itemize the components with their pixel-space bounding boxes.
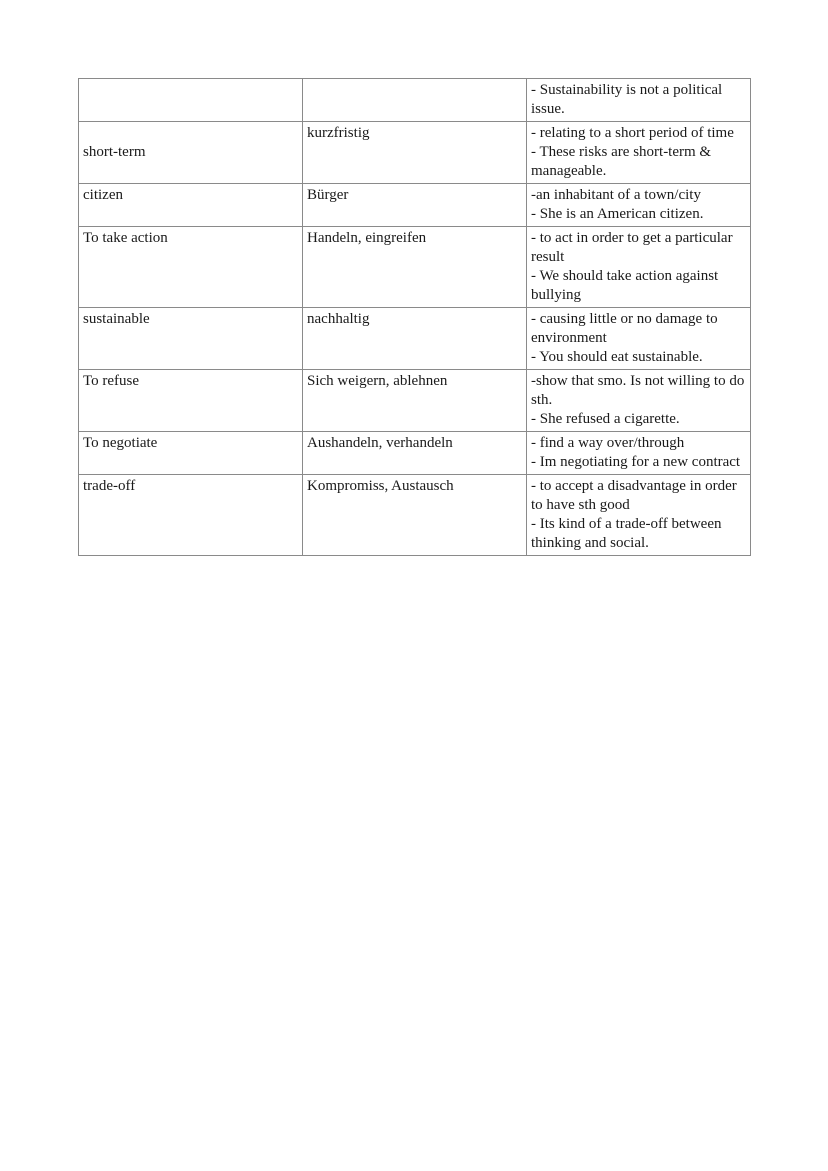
term-cell: To take action — [79, 227, 303, 308]
term-cell: To refuse — [79, 370, 303, 432]
term-cell: short-term — [79, 122, 303, 184]
table-row — [79, 122, 751, 184]
term-cell: citizen — [79, 184, 303, 227]
table-row — [79, 79, 751, 122]
definition-line: - She refused a cigarette. — [531, 411, 680, 427]
definition-line: - find a way over/through — [531, 435, 685, 451]
table-row — [79, 184, 751, 227]
definition-line: - relating to a short period of time — [531, 125, 734, 141]
translation-cell: nachhaltig — [303, 308, 527, 370]
definition-cell — [527, 122, 751, 184]
definition-line: - Im negotiating for a new contract — [531, 454, 741, 470]
definition-cell — [527, 227, 751, 308]
table-row — [79, 432, 751, 475]
translation-cell — [303, 79, 527, 122]
definition-line: -show that smo. Is not willing to do sth. — [531, 373, 745, 408]
definition-line: -an inhabitant of a town/city — [531, 187, 701, 203]
term-cell: To negotiate — [79, 432, 303, 475]
definition-line: - Its kind of a trade-off between thinking and social. — [531, 516, 722, 551]
term-cell: trade-off — [79, 475, 303, 556]
definition-line: - to act in order to get a particular result — [531, 230, 733, 265]
translation-cell: kurzfristig — [303, 122, 527, 184]
table-row — [79, 475, 751, 556]
definition-cell — [527, 475, 751, 556]
definition-cell — [527, 432, 751, 475]
translation-cell: Aushandeln, verhandeln — [303, 432, 527, 475]
definition-line: - She is an American citizen. — [531, 206, 704, 222]
translation-cell: Bürger — [303, 184, 527, 227]
vocabulary-table — [78, 78, 751, 556]
table-row — [79, 308, 751, 370]
definition-line: - We should take action against bullying — [531, 268, 719, 303]
translation-cell: Kompromiss, Austausch — [303, 475, 527, 556]
translation-cell: Sich weigern, ablehnen — [303, 370, 527, 432]
table-row — [79, 227, 751, 308]
definition-cell — [527, 370, 751, 432]
definition-line: - You should eat sustainable. — [531, 349, 703, 365]
definition-line: - Sustainability is not a political issue. — [531, 82, 723, 117]
definition-cell — [527, 79, 751, 122]
definition-line: - These risks are short-term & manageable. — [531, 144, 712, 179]
term-cell — [79, 79, 303, 122]
definition-line: - to accept a disadvantage in order to have sth good — [531, 478, 737, 513]
translation-cell: Handeln, eingreifen — [303, 227, 527, 308]
table-row — [79, 370, 751, 432]
definition-line: - causing little or no damage to environment — [531, 311, 718, 346]
definition-cell — [527, 184, 751, 227]
definition-cell — [527, 308, 751, 370]
term-cell: sustainable — [79, 308, 303, 370]
